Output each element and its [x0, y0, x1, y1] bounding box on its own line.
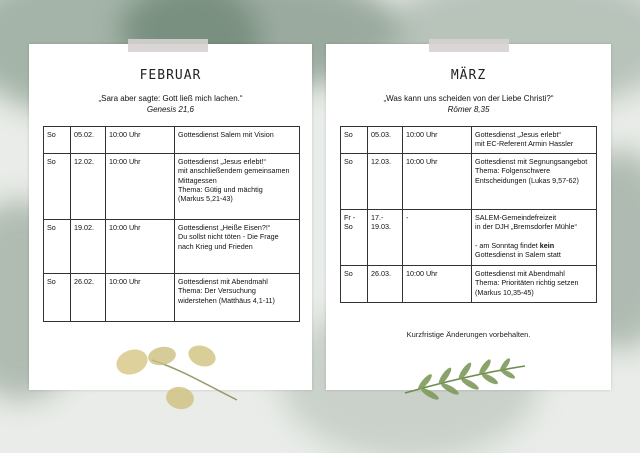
event-line: Thema: Prioritäten richtig setzen — [475, 278, 579, 288]
table-row — [44, 127, 300, 154]
time-cell: 10:00 Uhr — [106, 154, 175, 220]
time-cell: 10:00 Uhr — [403, 127, 472, 154]
date-cell: 05.03. — [368, 127, 403, 154]
day-cell: So — [44, 127, 71, 154]
time-cell: 10:00 Uhr — [106, 274, 175, 322]
event-line: Gottesdienst „Jesus erlebt“ — [475, 130, 561, 139]
event-line: (Markus 10,35-45) — [475, 287, 534, 297]
table-row — [341, 127, 597, 154]
bible-quote: „Was kann uns scheiden von der Liebe Christi?“ — [383, 94, 554, 103]
table-row — [44, 220, 300, 274]
day-cell: So — [341, 127, 368, 154]
date-cell: 19.02. — [71, 220, 106, 274]
event-line: Gottesdienst mit Abendmahl — [475, 269, 565, 278]
date-cell: 17.- 19.03. — [368, 210, 403, 266]
event-line: Gottesdienst mit Segnungsangebot — [475, 157, 588, 166]
event-line: - am Sonntag findet kein — [475, 240, 555, 250]
bible-quote: „Sara aber sagte: Gott ließ mich lachen.“ — [98, 94, 243, 103]
event-line: widerstehen (Matthäus 4,1-11) — [178, 295, 275, 305]
event-description-cell — [472, 127, 597, 154]
time-cell: 10:00 Uhr — [106, 220, 175, 274]
event-line: in der DJH „Bremsdorfer Mühle“ — [475, 222, 577, 232]
february-card — [29, 44, 312, 390]
time-cell: 10:00 Uhr — [403, 266, 472, 303]
table-row — [44, 154, 300, 220]
date-cell: 12.03. — [368, 154, 403, 210]
tape-strip — [128, 39, 208, 52]
event-line: Thema: Gütig und mächtig — [178, 185, 263, 195]
event-line: (Markus 5,21-43) — [178, 194, 233, 204]
date-cell: 26.03. — [368, 266, 403, 303]
bible-reference — [147, 105, 194, 114]
event-line: Gottesdienst mit Abendmahl — [178, 277, 268, 286]
event-line: Gottesdienst „Heiße Eisen?!“ — [178, 223, 271, 232]
bible-reference-text: Römer 8,35 — [447, 105, 490, 114]
green-leaf-illustration — [400, 358, 530, 403]
bible-reference-text: Genesis 21,6 — [146, 105, 194, 114]
event-line: Gottesdienst Salem mit Vision — [178, 130, 274, 139]
event-description-cell — [175, 127, 300, 154]
day-cell: So — [44, 154, 71, 220]
event-line: Entscheidungen (Lukas 9,57-62) — [475, 175, 579, 185]
event-line: Thema: Folgenschwere — [475, 166, 551, 176]
event-line: Thema: Der Versuchung — [178, 286, 256, 296]
event-line: Gottesdienst „Jesus erlebt!“ — [178, 157, 266, 166]
month-title: MÄRZ — [450, 68, 487, 83]
month-title: FEBRUAR — [139, 68, 202, 83]
march-card — [326, 44, 611, 390]
event-description-cell — [472, 154, 597, 210]
event-line — [475, 232, 593, 241]
day-cell: So — [341, 266, 368, 303]
event-line: Mittagessen — [178, 175, 217, 185]
time-cell: 10:00 Uhr — [403, 154, 472, 210]
bible-reference — [326, 105, 611, 114]
event-line: mit anschließendem gemeinsamen — [178, 166, 290, 176]
event-description-cell — [472, 266, 597, 303]
yellow-leaves-illustration — [112, 340, 242, 415]
day-cell: So — [341, 154, 368, 210]
event-line: Du sollst nicht töten - Die Frage — [178, 232, 279, 242]
date-cell: 12.02. — [71, 154, 106, 220]
table-row — [341, 210, 597, 266]
table-row — [341, 266, 597, 303]
day-cell: Fr - So — [341, 210, 368, 266]
day-cell: So — [44, 274, 71, 322]
schedule-table — [43, 126, 300, 322]
event-description-cell — [472, 210, 597, 266]
event-description-cell — [175, 274, 300, 322]
table-row — [44, 274, 300, 322]
date-cell: 26.02. — [71, 274, 106, 322]
event-description-cell — [175, 220, 300, 274]
event-line: nach Krieg und Frieden — [178, 241, 253, 251]
schedule-table — [340, 126, 597, 303]
date-cell: 05.02. — [71, 127, 106, 154]
disclaimer-note: Kurzfristige Änderungen vorbehalten. — [406, 330, 531, 339]
time-cell: - — [403, 210, 472, 266]
tape-strip — [429, 39, 509, 52]
table-row — [341, 154, 597, 210]
event-line: SALEM-Gemeindefreizeit — [475, 213, 557, 222]
event-line: mit EC-Referent Armin Hassler — [475, 139, 574, 149]
event-line: Gottesdienst in Salem statt — [475, 250, 561, 260]
time-cell: 10:00 Uhr — [106, 127, 175, 154]
event-description-cell — [175, 154, 300, 220]
day-cell: So — [44, 220, 71, 274]
